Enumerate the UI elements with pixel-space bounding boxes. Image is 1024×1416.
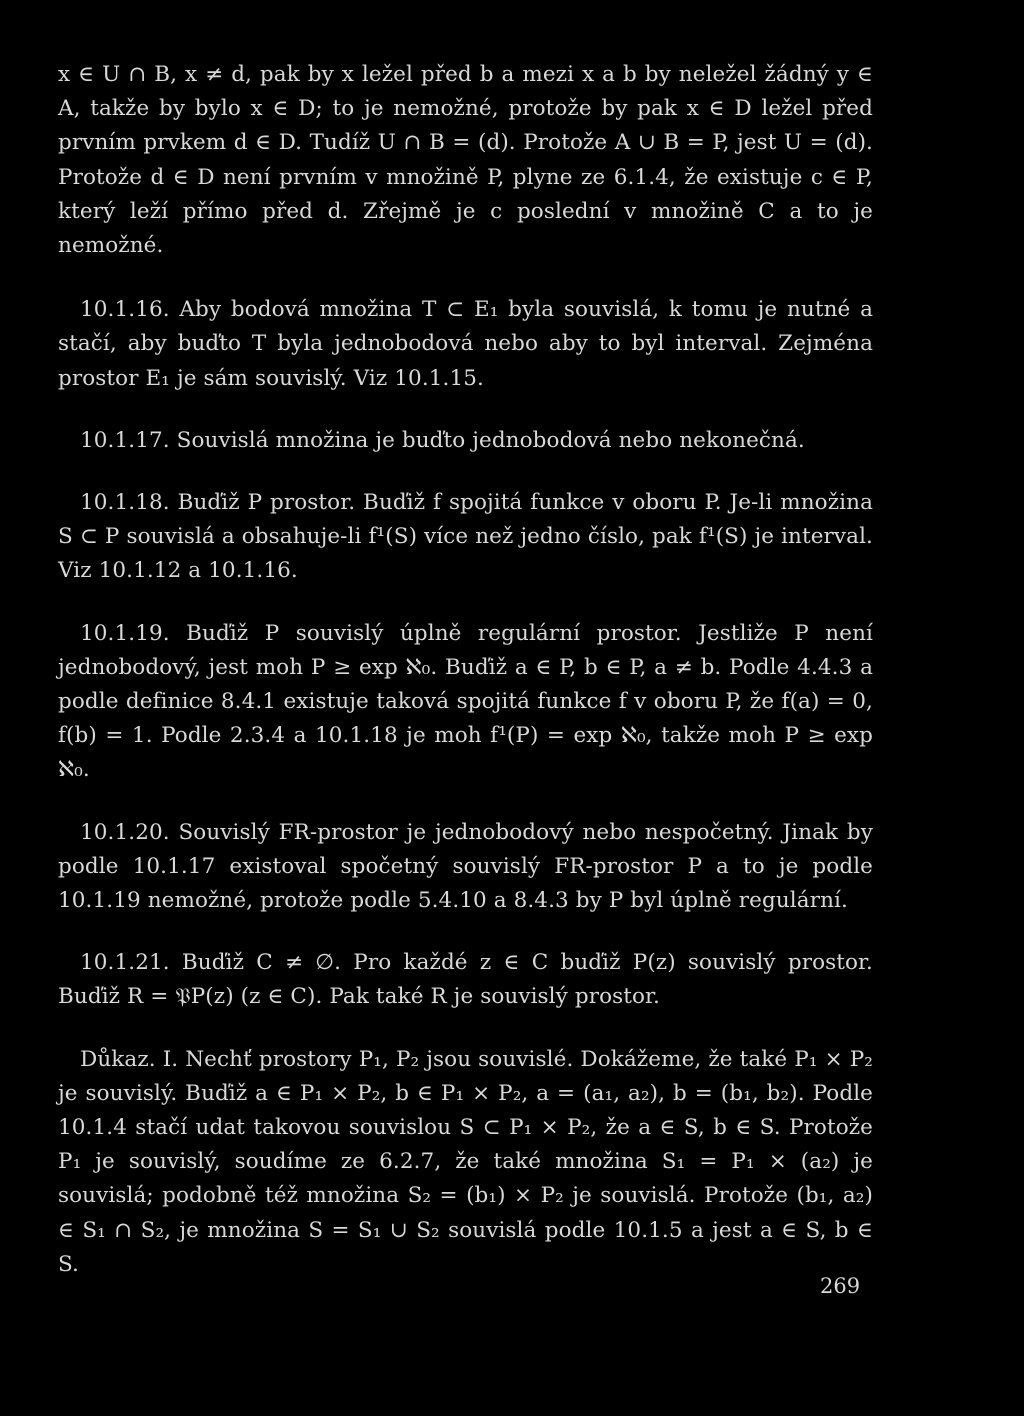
paragraph-10-1-20: 10.1.20. Souvislý FR-prostor je jednobodový nebo nespočetný. Jinak by podle 10.1.17 existoval spočetný souvislý FR-prostor P a to je podle 10.1.19 nemožné, protože podle 5.4.10 a 8.4.3 by P byl úplně regulární. (58, 819, 873, 914)
paragraph-10-1-21: 10.1.21. Buďiž C ≠ ∅. Pro každé z ∈ C buďiž P(z) souvislý prostor. Buďiž R = 𝔓P(z) (z ∈ C). Pak také R je souvislý prostor. (58, 950, 873, 1010)
paragraph-proof: Důkaz. I. Nechť prostory P₁, P₂ jsou souvislé. Dokážeme, že také P₁ × P₂ je souvislý. Buďiž a ∈ P₁ × P₂, b ∈ P₁ × P₂, a = (a₁, a₂), b = (b₁, b₂). Podle 10.1.4 stačí udat takovou souvislou S ⊂ P₁ × P₂, že a ∈ S, b ∈ S. Protože P₁ je souvislý, soudíme ze 6.2.7, že také množina S₁ = P₁ × (a₂) je souvislá; podobně též množina S₂ = (b₁) × P₂ je souvislá. Protože (b₁, a₂) ∈ S₁ ∩ S₂, je množina S = S₁ ∪ S₂ souvislá podle 10.1.5 a jest a ∈ S, b ∈ S. (58, 1046, 873, 1277)
paragraph-10-1-18: 10.1.18. Buďiž P prostor. Buďiž f spojitá funkce v oboru P. Je-li množina S ⊂ P souvislá a obsahuje-li f¹(S) více než jedno číslo, pak f¹(S) je interval. Viz 10.1.12 a 10.1.16. (58, 490, 873, 584)
page-body (58, 58, 873, 1282)
paragraph-proof-continuation: x ∈ U ∩ B, x ≠ d, pak by x ležel před b a mezi x a b by neležel žádný y ∈ A, takže by bylo x ∈ D; to je nemožné, protože by pak x ∈ D ležel před prvním prvkem d ∈ D. Tudíž U ∩ B = (d). Protože A ∪ B = P, jest U = (d). Protože d ∈ D není prvním v množině P, plyne ze 6.1.4, že existuje c ∈ P, který leží přímo před d. Zřejmě je c poslední v množině C a to je nemožné. (58, 62, 873, 259)
paragraph-10-1-19: 10.1.19. Buďiž P souvislý úplně regulární prostor. Jestliže P není jednobodový, jest moh P ≥ exp ℵ₀. Buďiž a ∈ P, b ∈ P, a ≠ b. Podle 4.4.3 a podle definice 8.4.1 existuje taková spojitá funkce f v oboru P, že f(a) = 0, f(b) = 1. Podle 2.3.4 a 10.1.18 je moh f¹(P) = exp ℵ₀, takže moh P ≥ exp ℵ₀. (58, 620, 873, 783)
paragraph-10-1-16: 10.1.16. Aby bodová množina T ⊂ E₁ byla souvislá, k tomu je nutné a stačí, aby buďto T byla jednobodová nebo aby to byl interval. Zejména prostor E₁ je sám souvislý. Viz 10.1.15. (58, 297, 873, 391)
page-number: 269 (820, 1274, 861, 1298)
paragraph-10-1-17: 10.1.17. Souvislá množina je buďto jednobodová nebo nekonečná. (80, 427, 805, 453)
